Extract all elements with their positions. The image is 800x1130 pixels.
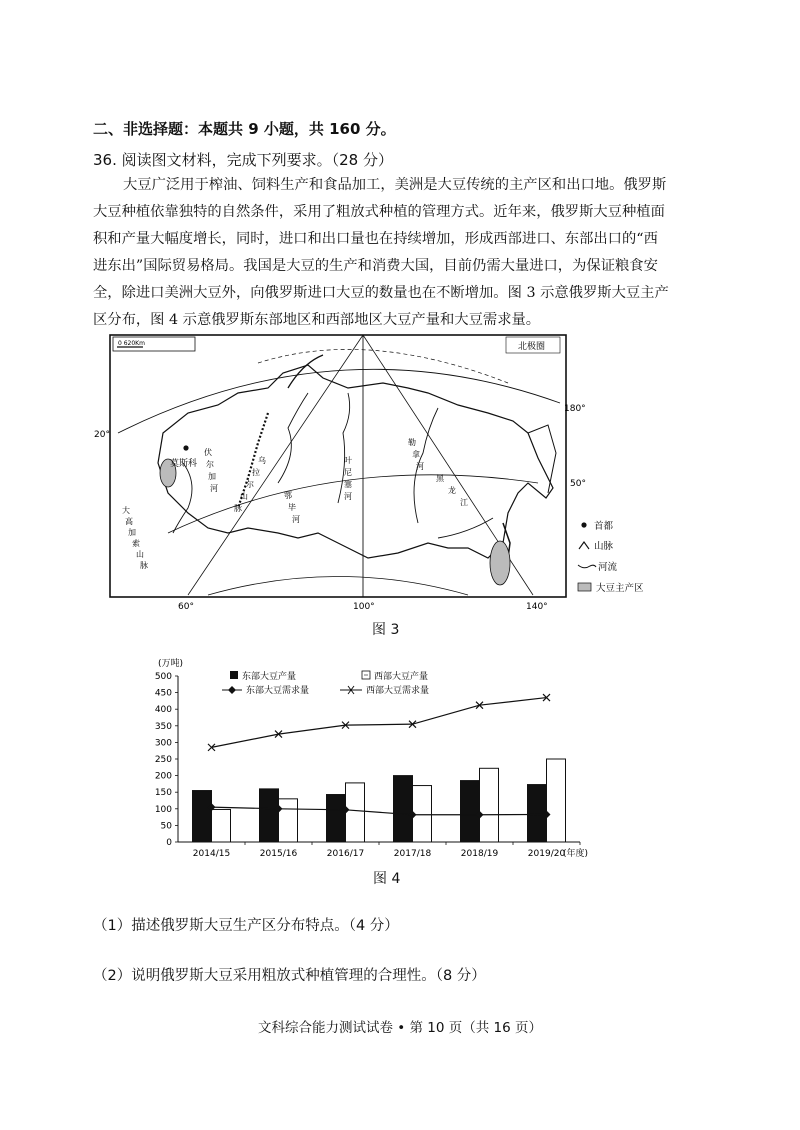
soybean-chart — [140, 652, 610, 862]
y-tick-label: 400 — [154, 705, 172, 716]
bar-east-production — [327, 795, 346, 842]
bar-east-production — [528, 785, 547, 842]
place-label: 河 — [210, 484, 218, 493]
place-label: 大 — [122, 506, 130, 515]
lon-label-140: 140° — [526, 602, 548, 612]
place-label: 尔 — [206, 460, 214, 469]
scale-label: 0 620Km — [118, 340, 145, 347]
chart-legend — [222, 670, 429, 696]
legend-soybean: 大豆主产区 — [596, 583, 644, 594]
chart-lines — [208, 694, 551, 819]
place-label: 索 — [132, 539, 140, 548]
legend-river: 河流 — [598, 562, 618, 573]
place-label: 尔 — [246, 480, 254, 489]
x-tick-label: 2015/16 — [259, 849, 298, 859]
legend-east-production-icon — [230, 671, 238, 679]
passage-line: 区分布，图 4 示意俄罗斯东部地区和西部地区大豆产量和大豆需求量。 — [93, 312, 541, 328]
passage-line: 大豆种植依靠独特的自然条件，采用了粗放式种植的管理方式。近年来，俄罗斯大豆种植面 — [93, 204, 665, 220]
legend-east-demand: 东部大豆需求量 — [246, 686, 310, 696]
bar-east-production — [193, 791, 212, 842]
lon-label-180: 180° — [564, 404, 586, 414]
bar-east-production — [461, 781, 480, 842]
lat-label-20: 20° — [94, 430, 110, 440]
line-west-demand — [212, 698, 547, 748]
y-tick-label: 350 — [154, 721, 172, 732]
fig3-caption: 图 3 — [372, 622, 400, 638]
legend-west-production: 西部大豆产量 — [374, 672, 429, 682]
place-label: 脉 — [140, 561, 148, 570]
passage-line: 积和产量大幅度增长，同时，进口和出口量也在持续增加，形成西部进口、东部出口的“西 — [93, 231, 658, 247]
question-2: （2）说明俄罗斯大豆采用粗放式种植管理的合理性。（8 分） — [93, 968, 486, 984]
x-unit-label: (年度) — [563, 849, 589, 859]
place-label: 乌 — [258, 456, 266, 465]
y-tick-label: 0 — [166, 838, 172, 848]
y-tick-label: 200 — [154, 771, 172, 782]
place-label: 鄂 — [284, 491, 292, 500]
legend-soybean-icon — [578, 583, 591, 591]
place-label: 山 — [240, 492, 248, 501]
chart-axes — [175, 676, 580, 845]
y-tick-label: 100 — [154, 804, 172, 815]
x-tick-label: 2017/18 — [393, 849, 432, 859]
soybean-area-east — [490, 541, 510, 585]
y-tick-label: 250 — [154, 755, 172, 765]
place-label: 拿 — [412, 450, 420, 459]
place-label: 脉 — [234, 504, 242, 513]
russia-soybean-map — [94, 333, 670, 613]
y-unit-label: (万吨) — [158, 659, 184, 669]
passage-line: 大豆广泛用于榨油、饲料生产和食品加工，美洲是大豆传统的主产区和出口地。俄罗斯 — [123, 177, 667, 193]
question-intro: 36. 阅读图文材料，完成下列要求。（28 分） — [93, 151, 393, 169]
place-label: 加 — [128, 528, 136, 537]
bar-west-production — [346, 783, 365, 842]
question-1: （1）描述俄罗斯大豆生产区分布特点。（4 分） — [93, 918, 399, 934]
place-label: 加 — [208, 472, 216, 481]
legend-east-demand-marker — [228, 686, 236, 694]
section-heading: 二、非选择题：本题共 9 小题，共 160 分。 — [93, 120, 396, 138]
y-tick-label: 450 — [154, 688, 172, 699]
legend-west-demand: 西部大豆需求量 — [366, 686, 430, 696]
place-label: 勒 — [408, 438, 416, 447]
y-tick-label: 50 — [160, 821, 172, 832]
bar-west-production — [480, 768, 499, 842]
capital-label: 莫斯科 — [170, 459, 198, 469]
place-label: 河 — [344, 492, 352, 501]
legend-capital-icon — [581, 522, 586, 527]
x-tick-label: 2018/19 — [460, 849, 499, 859]
place-label: 伏 — [204, 448, 212, 457]
bar-west-production — [547, 759, 566, 842]
passage — [93, 172, 705, 334]
place-label: 高 — [125, 517, 133, 526]
bar-west-production — [279, 799, 298, 842]
north-pole-label: 北极圈 — [518, 342, 546, 352]
y-tick-label: 300 — [154, 738, 172, 749]
passage-line: 进东出”国际贸易格局。我国是大豆的生产和消费大国，目前仍需大量进口，为保证粮食安 — [93, 258, 658, 274]
place-label: 龙 — [448, 486, 456, 495]
legend-mountain: 山脉 — [594, 541, 614, 552]
fig4-caption: 图 4 — [373, 871, 401, 887]
y-tick-label: 500 — [154, 672, 172, 682]
bar-east-production — [394, 776, 413, 842]
chart-bars — [193, 759, 566, 842]
place-label: 河 — [292, 515, 300, 524]
x-tick-label: 2016/17 — [326, 849, 365, 859]
place-label: 山 — [136, 550, 144, 559]
place-label: 黑 — [436, 474, 444, 483]
y-tick-labels — [155, 672, 172, 848]
place-label: 叶 — [344, 456, 352, 465]
x-tick-label: 2019/20 — [527, 849, 566, 859]
place-label: 河 — [416, 462, 424, 471]
map-legend — [578, 520, 644, 594]
place-label: 尼 — [344, 468, 352, 477]
legend-east-production: 东部大豆产量 — [242, 672, 297, 682]
legend-mountain-icon — [579, 542, 589, 549]
place-label: 拉 — [252, 468, 260, 477]
bar-west-production — [212, 809, 231, 842]
place-label: 江 — [460, 498, 468, 507]
legend-river-icon — [578, 565, 596, 568]
legend-capital: 首都 — [594, 521, 614, 532]
place-label: 毕 — [288, 503, 296, 512]
page-footer: 文科综合能力测试试卷 • 第 10 页（共 16 页） — [257, 1020, 543, 1036]
place-label: 塞 — [344, 480, 352, 489]
passage-line: 全，除进口美洲大豆外，向俄罗斯进口大豆的数量也在不断增加。图 3 示意俄罗斯大豆主产 — [93, 285, 669, 301]
capital-marker — [183, 445, 188, 450]
x-tick-label: 2014/15 — [192, 849, 231, 859]
y-tick-label: 150 — [154, 788, 172, 799]
lon-label-60: 60° — [178, 602, 194, 612]
bar-east-production — [260, 789, 279, 842]
lat-label-50: 50° — [570, 479, 586, 489]
lon-label-100: 100° — [353, 602, 375, 612]
x-tick-labels — [193, 849, 566, 859]
